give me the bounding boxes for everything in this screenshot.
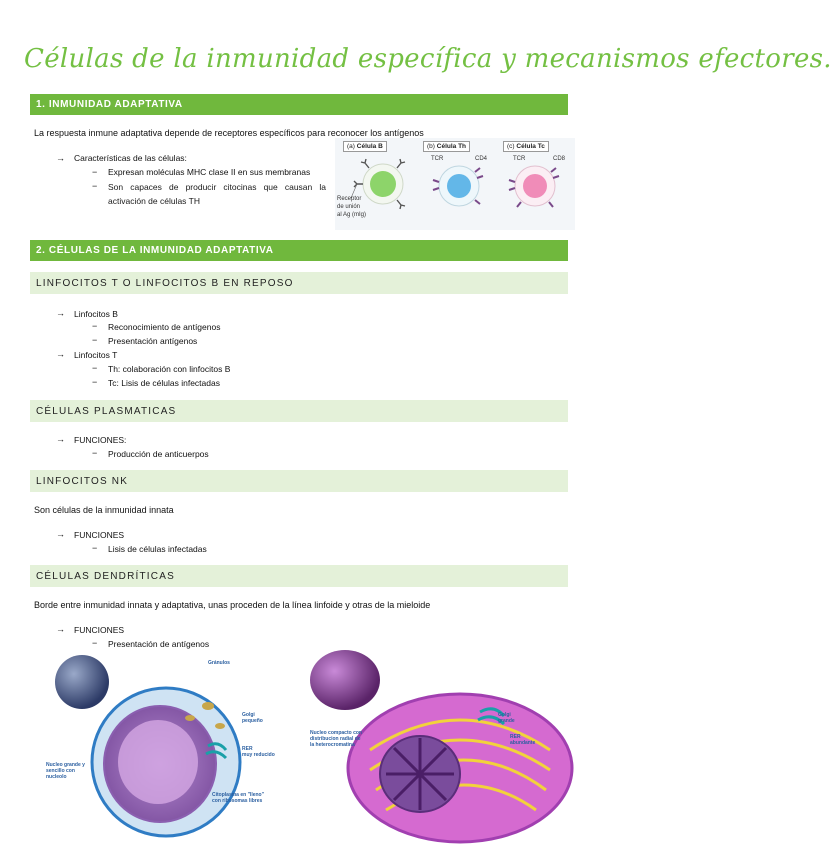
golgi-label: pequeño <box>242 718 263 724</box>
section-1-intro: La respuesta inmune adaptativa depende de receptores específicos para reconocer los antígenos <box>34 128 424 138</box>
linfocitos-t-2: Tc: Lisis de células infectadas <box>108 378 220 388</box>
dash-icon: − <box>92 363 98 373</box>
rer-label: muy reducido <box>242 752 275 758</box>
tcr-label: TCR <box>431 156 444 162</box>
granulos-label: Gránulos <box>208 660 230 666</box>
section-1-heading: 1. INMUNIDAD ADAPTATIVA <box>30 94 568 115</box>
cell-th-tag: (b) Célula Th <box>423 141 470 152</box>
tc-cell-icon <box>509 166 559 207</box>
rer-label: RER <box>242 746 253 752</box>
th-cell-icon <box>433 166 483 206</box>
citoplasma-label: con ribosomas libres <box>212 798 263 804</box>
page-title: Células de la inmunidad específica y mecanismos efectores. <box>24 44 832 74</box>
arrow-icon: → <box>56 153 65 163</box>
plasma-cell-diagram-icon <box>348 694 572 842</box>
cell-structure-figure <box>40 650 580 840</box>
nucleo-label: nucleolo <box>46 774 67 780</box>
dash-icon: − <box>92 335 98 345</box>
rer-abundante-label: abundante <box>510 740 536 746</box>
arrow-icon: → <box>56 434 65 444</box>
nk-funciones: FUNCIONES <box>74 530 125 540</box>
lymphocyte-diagram-icon <box>92 688 240 836</box>
receptor-label: de unión <box>337 204 361 210</box>
dash-icon: − <box>92 543 98 553</box>
dendriticas-heading: CÉLULAS DENDRÍTICAS <box>30 565 568 587</box>
dash-icon: − <box>92 638 98 648</box>
linfocitos-b-2: Presentación antígenos <box>108 336 198 346</box>
plasmaticas-heading: CÉLULAS PLASMATICAS <box>30 400 568 422</box>
lymphocyte-micrograph-icon <box>55 655 109 709</box>
nk-sub: Lisis de células infectadas <box>108 544 207 554</box>
golgi-grande-label: Golgi <box>498 712 511 718</box>
dendriticas-intro: Borde entre inmunidad innata y adaptativa, unas proceden de la línea linfoide y otras de la mieloide <box>34 600 431 610</box>
cell-b-tag: (a) Célula B <box>343 141 387 152</box>
cd4-label: CD4 <box>475 156 488 162</box>
rer-abundante-label: RER <box>510 734 521 740</box>
dash-icon: − <box>92 321 98 331</box>
linfocitos-t: Linfocitos T <box>74 350 118 360</box>
linfocitos-b: Linfocitos B <box>74 309 118 319</box>
lymphocyte-figure <box>335 138 575 230</box>
linfocitos-t-1: Th: colaboración con linfocitos B <box>108 364 231 374</box>
nucleo-label: sencillo con <box>46 768 75 774</box>
arrow-icon: → <box>56 308 65 318</box>
nucleo-compacto-label: la heterocromatina <box>310 742 355 748</box>
dendriticas-sub: Presentación de antígenos <box>108 639 210 649</box>
bullet-caracteristicas: Características de las células: <box>74 153 187 163</box>
receptor-label: al Ag (mIg) <box>337 212 367 218</box>
tcr-label: TCR <box>513 156 526 162</box>
dash-icon: − <box>92 167 98 177</box>
cell-tc-tag: (c) Célula Tc <box>503 141 549 152</box>
arrow-icon: → <box>56 349 65 359</box>
citoplasma-label: Citoplasma en "lleno" <box>212 792 264 798</box>
lymphocytes-drawing <box>335 138 575 230</box>
linfocitos-b-1: Reconocimiento de antígenos <box>108 322 221 332</box>
dash-icon: − <box>92 181 98 191</box>
cd8-label: CD8 <box>553 156 566 162</box>
sub-mhc: Expresan moléculas MHC clase II en sus membranas <box>108 167 311 177</box>
arrow-icon: → <box>56 529 65 539</box>
section-2-heading: 2. CÉLULAS DE LA INMUNIDAD ADAPTATIVA <box>30 240 568 261</box>
receptor-label: Receptor <box>337 196 362 202</box>
plasma-micrograph-icon <box>310 650 380 710</box>
sub-citocinas: Son capaces de producir citocinas que causan la activación de células TH <box>108 182 326 206</box>
linfocitos-heading: LINFOCITOS T O LINFOCITOS B EN REPOSO <box>30 272 568 294</box>
golgi-label: Golgi <box>242 712 255 718</box>
nucleo-compacto-label: Nucleo compacto con <box>310 730 362 736</box>
nk-intro: Son células de la inmunidad innata <box>34 505 174 515</box>
dash-icon: − <box>92 377 98 387</box>
dash-icon: − <box>92 448 98 458</box>
nucleo-compacto-label: distribucion radial de <box>310 736 361 742</box>
golgi-grande-label: grande <box>498 718 515 724</box>
dendriticas-funciones: FUNCIONES <box>74 625 125 635</box>
plasmaticas-sub: Producción de anticuerpos <box>108 449 209 459</box>
nucleo-label: Nucleo grande y <box>46 762 85 768</box>
plasmaticas-funciones: FUNCIONES: <box>74 435 127 445</box>
nk-heading: LINFOCITOS NK <box>30 470 568 492</box>
arrow-icon: → <box>56 624 65 634</box>
